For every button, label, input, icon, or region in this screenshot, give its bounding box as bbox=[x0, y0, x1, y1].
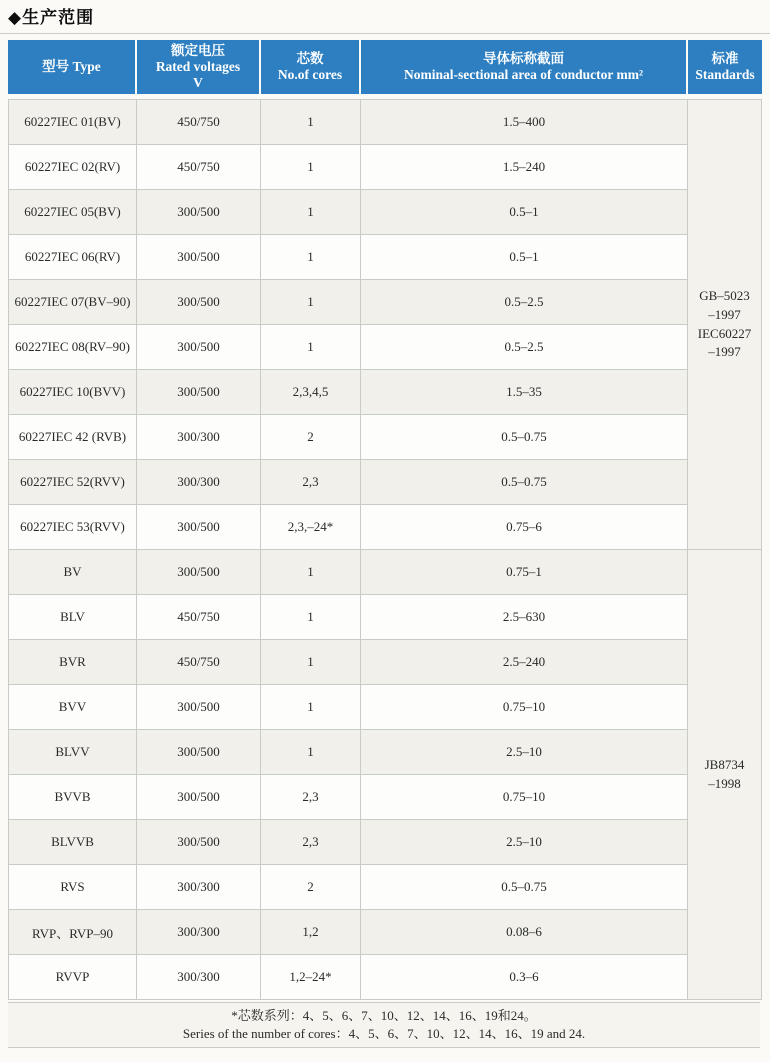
cell-voltage: 300/500 bbox=[137, 235, 261, 280]
standards-cell-gb bbox=[688, 99, 762, 550]
footnote-en: Series of the number of cores：4、5、6、7、10、12、14、16、19 and 24. bbox=[182, 1025, 586, 1041]
table-row bbox=[8, 460, 762, 505]
table-row bbox=[8, 955, 762, 1000]
cell-type: 60227IEC 06(RV) bbox=[8, 235, 137, 280]
cell-voltage: 450/750 bbox=[137, 99, 261, 145]
cell-area: 0.5–0.75 bbox=[361, 415, 688, 460]
table-header-row bbox=[8, 40, 762, 94]
cell-type: 60227IEC 10(BVV) bbox=[8, 370, 137, 415]
footnote bbox=[8, 1002, 760, 1048]
col-header-type bbox=[8, 40, 137, 94]
cell-area: 1.5–35 bbox=[361, 370, 688, 415]
header-line: No.of cores bbox=[277, 67, 343, 82]
table-row bbox=[8, 550, 762, 595]
cell-voltage: 300/500 bbox=[137, 685, 261, 730]
header-line: V bbox=[193, 74, 203, 90]
cell-type: 60227IEC 01(BV) bbox=[8, 99, 137, 145]
cell-type: 60227IEC 07(BV–90) bbox=[8, 280, 137, 325]
cell-cores: 1 bbox=[261, 235, 361, 280]
table-row bbox=[8, 505, 762, 550]
cell-cores: 1 bbox=[261, 550, 361, 595]
cell-voltage: 300/500 bbox=[137, 370, 261, 415]
cell-voltage: 300/500 bbox=[137, 550, 261, 595]
cell-area: 1.5–400 bbox=[361, 99, 688, 145]
cell-voltage: 300/300 bbox=[137, 910, 261, 955]
cell-type: BLVV bbox=[8, 730, 137, 775]
cell-area: 2.5–630 bbox=[361, 595, 688, 640]
cell-voltage: 300/300 bbox=[137, 415, 261, 460]
standards-cell-jb bbox=[688, 550, 762, 1000]
cell-cores: 1,2–24* bbox=[261, 955, 361, 1000]
header-line: 额定电压 bbox=[171, 43, 225, 59]
table-row bbox=[8, 820, 762, 865]
cell-type: 60227IEC 42 (RVB) bbox=[8, 415, 137, 460]
table-row bbox=[8, 595, 762, 640]
cell-type: 60227IEC 08(RV–90) bbox=[8, 325, 137, 370]
cell-area: 0.5–0.75 bbox=[361, 865, 688, 910]
header-line: Standards bbox=[695, 67, 755, 82]
cell-cores: 1 bbox=[261, 595, 361, 640]
table-row bbox=[8, 910, 762, 955]
cell-voltage: 300/500 bbox=[137, 280, 261, 325]
production-range-table bbox=[8, 40, 762, 1000]
cell-voltage: 300/500 bbox=[137, 325, 261, 370]
table-row bbox=[8, 190, 762, 235]
cell-type: BV bbox=[8, 550, 137, 595]
cell-area: 0.5–1 bbox=[361, 235, 688, 280]
table-row bbox=[8, 775, 762, 820]
cell-cores: 1 bbox=[261, 99, 361, 145]
cell-type: 60227IEC 53(RVV) bbox=[8, 505, 137, 550]
cell-cores: 1,2 bbox=[261, 910, 361, 955]
cell-cores: 1 bbox=[261, 280, 361, 325]
col-header-standards bbox=[688, 40, 762, 94]
cell-voltage: 300/500 bbox=[137, 505, 261, 550]
header-line: Rated voltages bbox=[155, 59, 241, 75]
cell-area: 0.5–2.5 bbox=[361, 280, 688, 325]
cell-type: RVVP bbox=[8, 955, 137, 1000]
cell-area: 0.5–2.5 bbox=[361, 325, 688, 370]
cell-area: 0.08–6 bbox=[361, 910, 688, 955]
title-row bbox=[0, 0, 770, 29]
cell-cores: 2 bbox=[261, 865, 361, 910]
table-row bbox=[8, 280, 762, 325]
cell-cores: 2,3,–24* bbox=[261, 505, 361, 550]
col-header-cores bbox=[261, 40, 361, 94]
table-row bbox=[8, 640, 762, 685]
cell-type: RVS bbox=[8, 865, 137, 910]
table-row bbox=[8, 325, 762, 370]
cell-voltage: 300/500 bbox=[137, 775, 261, 820]
cell-type: BLVVB bbox=[8, 820, 137, 865]
table-row bbox=[8, 99, 762, 145]
cell-type: RVP、RVP–90 bbox=[8, 910, 137, 955]
cell-voltage: 300/500 bbox=[137, 730, 261, 775]
standards-line: –1997 bbox=[708, 306, 741, 322]
cell-voltage: 450/750 bbox=[137, 145, 261, 190]
cell-area: 0.75–6 bbox=[361, 505, 688, 550]
cell-type: BVV bbox=[8, 685, 137, 730]
cell-type: BVVB bbox=[8, 775, 137, 820]
table-row bbox=[8, 145, 762, 190]
standards-line: IEC60227 bbox=[697, 325, 752, 341]
title-divider bbox=[0, 33, 770, 34]
cell-cores: 2,3,4,5 bbox=[261, 370, 361, 415]
header-line: 芯数 bbox=[296, 51, 324, 67]
header-line: 导体标称截面 bbox=[483, 51, 564, 67]
cell-voltage: 300/500 bbox=[137, 190, 261, 235]
cell-cores: 2,3 bbox=[261, 775, 361, 820]
cell-cores: 2,3 bbox=[261, 820, 361, 865]
header-line: Nominal-sectional area of conductor mm² bbox=[403, 67, 644, 82]
table-row bbox=[8, 865, 762, 910]
cell-area: 2.5–10 bbox=[361, 730, 688, 775]
table-row bbox=[8, 415, 762, 460]
header-line: 标准 bbox=[711, 51, 739, 67]
cell-area: 0.75–10 bbox=[361, 685, 688, 730]
cell-area: 0.5–0.75 bbox=[361, 460, 688, 505]
cell-cores: 1 bbox=[261, 730, 361, 775]
cell-area: 1.5–240 bbox=[361, 145, 688, 190]
table-row bbox=[8, 370, 762, 415]
col-header-voltage bbox=[137, 40, 261, 94]
cell-cores: 1 bbox=[261, 685, 361, 730]
cell-voltage: 300/300 bbox=[137, 460, 261, 505]
cell-area: 0.5–1 bbox=[361, 190, 688, 235]
cell-area: 2.5–10 bbox=[361, 820, 688, 865]
table-row bbox=[8, 685, 762, 730]
cell-type: BLV bbox=[8, 595, 137, 640]
standards-line: –1998 bbox=[708, 775, 741, 791]
footnote-zh: *芯数系列：4、5、6、7、10、12、14、16、19和24。 bbox=[231, 1008, 537, 1023]
cell-voltage: 300/300 bbox=[137, 955, 261, 1000]
page-title: ◆生产范围 bbox=[8, 8, 95, 27]
cell-cores: 1 bbox=[261, 325, 361, 370]
cell-cores: 2 bbox=[261, 415, 361, 460]
cell-cores: 2,3 bbox=[261, 460, 361, 505]
cell-area: 0.75–10 bbox=[361, 775, 688, 820]
header-line: 型号 Type bbox=[42, 59, 101, 75]
standards-line: JB8734 bbox=[704, 756, 745, 772]
cell-cores: 1 bbox=[261, 145, 361, 190]
cell-voltage: 300/500 bbox=[137, 820, 261, 865]
cell-cores: 1 bbox=[261, 190, 361, 235]
cell-voltage: 300/300 bbox=[137, 865, 261, 910]
cell-cores: 1 bbox=[261, 640, 361, 685]
cell-voltage: 450/750 bbox=[137, 595, 261, 640]
standards-line: GB–5023 bbox=[699, 287, 750, 303]
col-header-area bbox=[361, 40, 688, 94]
cell-area: 0.75–1 bbox=[361, 550, 688, 595]
cell-area: 0.3–6 bbox=[361, 955, 688, 1000]
cell-type: 60227IEC 52(RVV) bbox=[8, 460, 137, 505]
standards-line: –1997 bbox=[708, 344, 741, 360]
cell-area: 2.5–240 bbox=[361, 640, 688, 685]
table-row bbox=[8, 730, 762, 775]
table-row bbox=[8, 235, 762, 280]
cell-type: 60227IEC 02(RV) bbox=[8, 145, 137, 190]
cell-type: 60227IEC 05(BV) bbox=[8, 190, 137, 235]
cell-type: BVR bbox=[8, 640, 137, 685]
cell-voltage: 450/750 bbox=[137, 640, 261, 685]
